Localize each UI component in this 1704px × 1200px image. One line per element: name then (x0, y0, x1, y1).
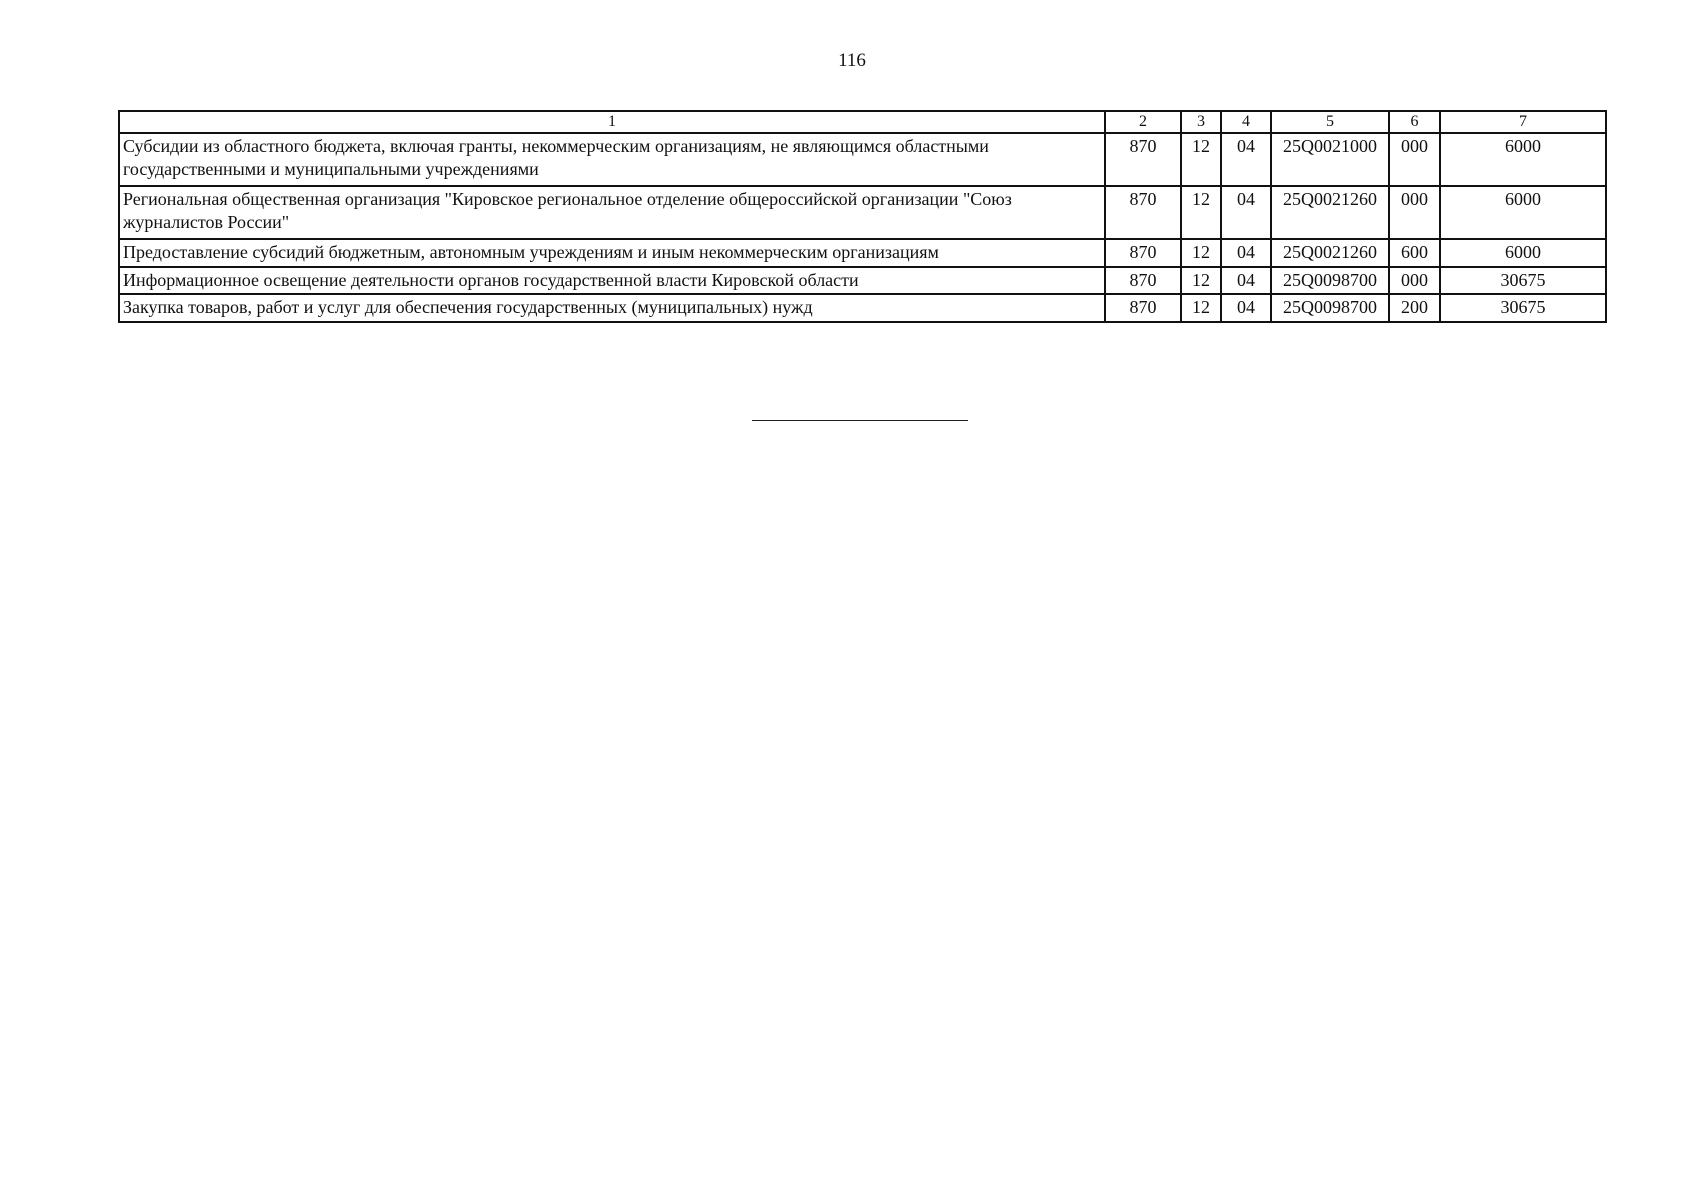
header-col-7: 7 (1440, 111, 1606, 133)
row-amount: 30675 (1440, 267, 1606, 295)
row-target-article: 25Q0098700 (1271, 267, 1389, 295)
row-target-article: 25Q0021000 (1271, 133, 1389, 186)
row-expense-type: 200 (1389, 294, 1440, 322)
row-name: Информационное освещение деятельности органов государственной власти Кировской области (119, 267, 1105, 295)
row-target-article: 25Q0021260 (1271, 239, 1389, 267)
end-of-document-rule (752, 420, 968, 421)
row-section: 12 (1181, 133, 1221, 186)
row-subsection: 04 (1221, 186, 1271, 239)
header-col-4: 4 (1221, 111, 1271, 133)
row-section: 12 (1181, 239, 1221, 267)
row-section: 12 (1181, 186, 1221, 239)
row-ministry-code: 870 (1105, 133, 1181, 186)
row-section: 12 (1181, 294, 1221, 322)
table-row (119, 294, 1606, 322)
row-expense-type: 000 (1389, 133, 1440, 186)
row-subsection: 04 (1221, 267, 1271, 295)
table-row (119, 239, 1606, 267)
table-row (119, 133, 1606, 186)
row-amount: 6000 (1440, 133, 1606, 186)
row-name: Закупка товаров, работ и услуг для обеспечения государственных (муниципальных) нужд (119, 294, 1105, 322)
header-col-2: 2 (1105, 111, 1181, 133)
page-number: 116 (838, 50, 866, 71)
row-name: Субсидии из областного бюджета, включая гранты, некоммерческим организациям, не являющимся областными государственными и муниципальными учреждениями (119, 133, 1105, 186)
header-col-6: 6 (1389, 111, 1440, 133)
row-ministry-code: 870 (1105, 186, 1181, 239)
row-ministry-code: 870 (1105, 294, 1181, 322)
row-ministry-code: 870 (1105, 239, 1181, 267)
table-row (119, 186, 1606, 239)
table-header-row (119, 111, 1606, 133)
row-expense-type: 000 (1389, 267, 1440, 295)
row-amount: 30675 (1440, 294, 1606, 322)
header-col-5: 5 (1271, 111, 1389, 133)
row-name: Предоставление субсидий бюджетным, автономным учреждениям и иным некоммерческим организациям (119, 239, 1105, 267)
row-name: Региональная общественная организация "Кировское региональное отделение общероссийской организации "Союз журналистов России" (119, 186, 1105, 239)
row-subsection: 04 (1221, 239, 1271, 267)
row-target-article: 25Q0021260 (1271, 186, 1389, 239)
header-col-1: 1 (119, 111, 1105, 133)
row-amount: 6000 (1440, 239, 1606, 267)
row-target-article: 25Q0098700 (1271, 294, 1389, 322)
row-ministry-code: 870 (1105, 267, 1181, 295)
row-expense-type: 600 (1389, 239, 1440, 267)
row-expense-type: 000 (1389, 186, 1440, 239)
table-row (119, 267, 1606, 295)
row-amount: 6000 (1440, 186, 1606, 239)
row-subsection: 04 (1221, 133, 1271, 186)
row-section: 12 (1181, 267, 1221, 295)
header-col-3: 3 (1181, 111, 1221, 133)
row-subsection: 04 (1221, 294, 1271, 322)
budget-table (118, 110, 1607, 323)
